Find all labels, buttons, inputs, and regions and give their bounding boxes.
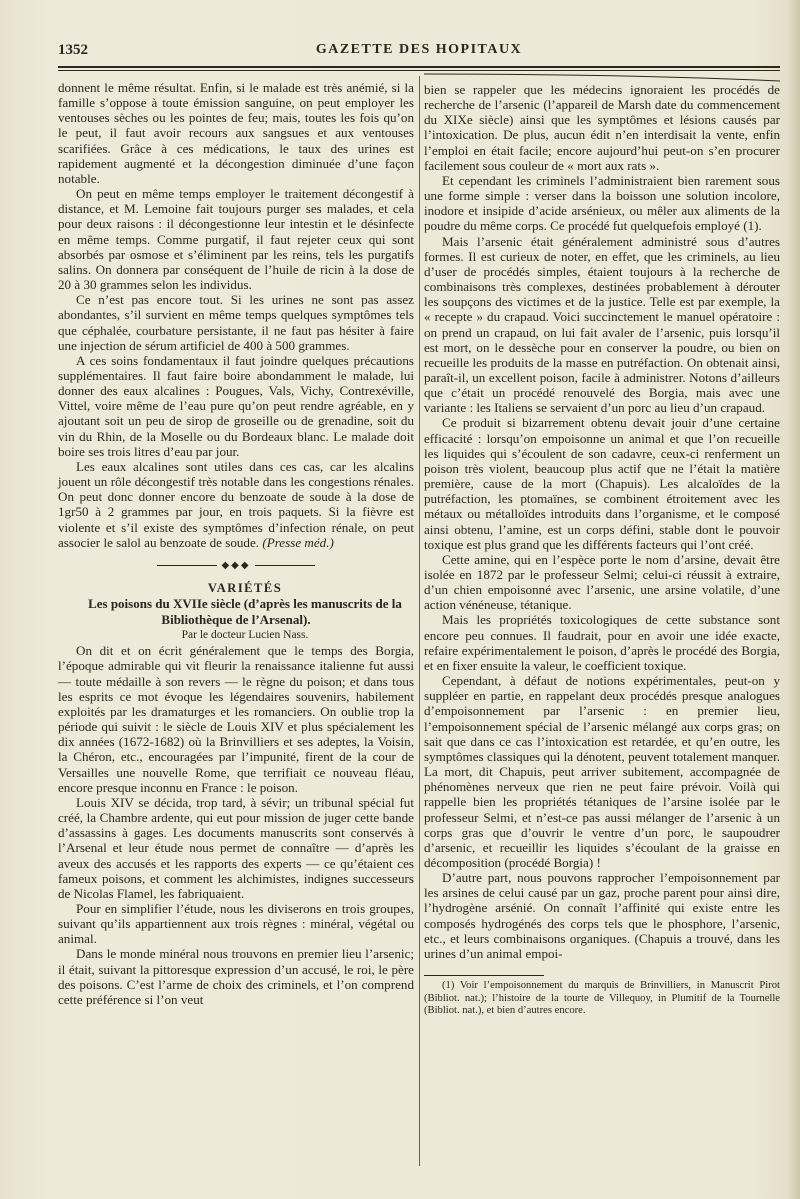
column-top-curve: [424, 72, 784, 82]
paragraph: Cette amine, qui en l’espèce porte le nom d’arsine, devait être isolée en 1872 par le professeur Selmi; celui-ci réussit à extraire, d’un chien empoisonné avec l’arsenic, une arsine volatile, d’une action vénéneuse, tétanique.: [424, 551, 780, 613]
column-divider: [419, 76, 420, 1166]
paragraph: Les eaux alcalines sont utiles dans ces cas, car les alcalins jouent un rôle décongestif très notable dans les congestions rénales. On peut donc donner encore du benzoate de soude à la dose de 1gr50 à 2 grammes par jour, en trois paquets. Si la fièvre est violente et s’il existe des symptômes d’infection rénale, on peut associer le salol au benzoate de soude.: [58, 458, 414, 550]
article-paragraph: Louis XIV se décida, trop tard, à sévir; un tribunal spécial fut créé, la Chambre ardente, qui eut pour mission de juger cette bande d’assassins à gages. Les documents manuscrits sont conservés à l’Arsenal et leur étude nous permet de connaître — d’après les aveux des accusés et les rapports des experts — ce qu’étaient ces fameux poisons, et comment les alchimistes, indignes successeurs de Nicolas Flamel, les fabriquaient.: [58, 794, 414, 901]
right-column: [424, 82, 780, 1018]
paragraph: On peut en même temps employer le traitement décongestif à distance, et M. Lemoine fait toujours purger ses malades, et cela pour deux raisons : il décongestionne leur intestin et le désinfecte en même temps. Comme purgatif, il faut rejeter ceux qui sont absorbés par osmose et s’éliminent par les reins, tels les purgatifs salins. On donnera par conséquent de l’huile de ricin à la dose de 20 à 30 grammes selon les individus.: [58, 186, 414, 293]
paragraph: Et cependant les criminels l’administraient bien rarement sous une forme simple : verser dans la boisson une solution incolore, inodore et insipide d’acide arsénieux, ou mêler aux aliments de la poudre du même corps. Ce procédé fut quelquefois employé (1).: [424, 172, 780, 234]
paragraph: donnent le même résultat. Enfin, si le malade est très anémié, si la famille s’oppose à toute émission sanguine, on peut employer les ventouses sèches ou les pointes de feu; mais, toutes les fois qu’on le peut, il faut avoir recours aux sangsues et aux ventouses scarifiées. Grâce à ces médications, le taux des urines est rapidement augmenté et la décongestion diminuée d’une façon notable.: [58, 80, 414, 186]
page-number: 1352: [58, 42, 88, 58]
paragraph: Ce produit si bizarrement obtenu devait jouir d’une certaine efficacité : lorsqu’on empoisonne un animal et que l’on recueille les liquides qui s’écoulent de son cadavre, ceux-ci renferment un poison très violent, beaucoup plus actif que ne l’était la matière première, cause de la mort (Chapuis). Les alcaloïdes de la putréfaction, les ptomaïnes, se combinent étroitement avec les métaux ou métalloïdes introduits dans l’organisme, et le composé ainsi obtenu, l’amine, est un corps défini, stable dont le pouvoir toxique est plus grand que les différents facteurs qui l’ont créé.: [424, 415, 780, 552]
paragraph: Cependant, à défaut de notions expérimentales, peut-on y suppléer en partie, en rappelant deux procédés presque analogues d’empoisonnement par l’arsenic : en premier lieu, l’empoisonnement spécial de l’arsenic mélangé aux corps gras; on sait que dans ce cas l’intoxication est retardée, et qu’en outre, les symptômes classiques qui la dénotent, peuvent totalement manquer. La mort, dit Chapuis, peut arriver subitement, accompagnée de phénomènes nerveux que rien ne peut faire prévoir. Voilà qui rappelle bien les propriétés tétaniques de l’arsine isolée par le professeur Selmi, et n’est-ce pas aussi mélanger de l’arsenic à un corps gras que d’ouvrir le ventre d’un porc, le saupoudrer d’arsenic, et recueillir les liquides s’écoulant de la graisse en décomposition (procédé Borgia) !: [424, 673, 780, 870]
header-rule: [58, 66, 780, 68]
footnote: (1) Voir l’empoisonnement du marquis de Brinvilliers, in Manuscrit Pirot (Bibliot. nat.); l’histoire de la tourte de Villequoy, in Plumitif de la Tournelle (Bibliot. nat.), et bien d’autres encore.: [424, 980, 780, 1017]
paragraph: Ce n’est pas encore tout. Si les urines ne sont pas assez abondantes, s’il survient en même temps quelques symptômes tels que céphalée, courbature persistante, il ne faut pas hésiter à faire une injection de sérum artificiel de 400 à 500 grammes.: [58, 292, 414, 353]
left-column: [58, 80, 414, 1007]
article-paragraph: On dit et on écrit généralement que le temps des Borgia, l’époque admirable qui vit fleurir la renaissance italienne fut aussi — toute médaille à son revers — le règne du poison; et dans tous les esprits ce mot évoque les légendaires souvenirs, habilement exploités par les dramaturges et les romanciers. On oublie trop la période qui suivit : le siècle de Louis XIV et plus spécialement les dix années (1672-1682) où la Brinvilliers et ses adeptes, la Voisin, la Chéron, etc., encouragées par l’impunité, firent de la cour de Versailles une nouvelle Rome, que terrifiait ce nouveau fléau, encore presque inconnu en France : le poison.: [58, 643, 414, 795]
header-rule-thin: [58, 70, 780, 71]
section-title: VARIÉTÉS: [207, 581, 283, 595]
section-ornament: ◆◆◆: [58, 558, 414, 573]
footnote-rule: [424, 975, 544, 976]
paragraph: D’autre part, nous pouvons rapprocher l’empoisonnement par les arsines de celui causé par un gaz, proche parent pour ainsi dire, l’hydrogène arsénié. On connaît l’affinité qui existe entre les composés hydrogénés des corps tels que le phosphore, l’arsenic, etc., et leurs combinaisons organiques. (Chapuis a trouvé, dans les urines d’un animal empoi-: [424, 870, 780, 961]
article-byline: Par le docteur Lucien Nass.: [181, 629, 309, 642]
source-citation: (Presse méd.): [262, 534, 334, 550]
page-edge-shadow: [786, 0, 800, 1199]
paragraph: bien se rappeler que les médecins ignoraient les procédés de recherche de l’arsenic (l’appareil de Marsh date du commencement du XIXe siècle) ainsi que les symptômes et lésions causés par l’intoxication. De plus, aucun édit n’en interdisait la vente, enfin l’emploi en était facile; encore aujourd’hui peut-on s’en procurer facilement sous couleur de « mort aux rats ».: [424, 82, 780, 173]
article-title: Les poisons du XVIIe siècle (d’après les manuscrits de la Bibliothèque de l’Arsenal).: [88, 596, 402, 628]
paragraph: Mais les propriétés toxicologiques de cette substance sont encore peu connues. Il faudrait, pour en avoir une idée exacte, refaire expérimentalement le poison, d’après le procédé des Borgia, et en fixer ensuite la valeur, le coefficient toxique.: [424, 612, 780, 673]
page-header: [58, 42, 780, 64]
article-paragraph: Dans le monde minéral nous trouvons en premier lieu l’arsenic; il était, suivant la pittoresque expression d’un accusé, le roi, le père des poisons. C’est l’arme de choix des criminels, et l’on comprend cette préférence si l’on veut: [58, 946, 414, 1007]
journal-title: GAZETTE DES HOPITAUX: [315, 42, 523, 57]
paragraph: Mais l’arsenic était généralement administré sous d’autres formes. Il est curieux de noter, en effet, que les criminels, au lieu d’user de procédés simples, étaient toujours à la recherche de combinaisons très complexes, destinées probablement à dérouter les soupçons des victimes et de la justice. Telle est par exemple, la « recepte » du crapaud. Voici succinctement le manuel opératoire : on prend un crapaud, on lui fait avaler de l’arsenic, puis lorsqu’il est mort, on le dessèche pour en conserver la poudre, ou bien on recueille les produits de la masse en putréfaction. On obtenait ainsi, paraît-il, un excellent poison, facile à administrer. Notons d’ailleurs que c’était un procédé renouvelé des Borgia, mais avec une variante : les Italiens se servaient d’un porc au lieu d’un crapaud.: [424, 233, 780, 416]
paragraph: A ces soins fondamentaux il faut joindre quelques précautions supplémentaires. Il faut faire boire abondamment le malade, lui donner des eaux alcalines : Pougues, Vals, Vichy, Contrexéville, Vittel, voire même de l’eau pure qu’on peut rendre agréable, en y ajoutant soit un peu de sirop de groseille ou de grenadine, soit du vin du Rhin, de la Moselle ou du Bordeaux blanc. Le malade doit boire ses trois litres d’eau par jour.: [58, 352, 414, 459]
paragraph-with-citation: [58, 459, 414, 550]
article-paragraph: Pour en simplifier l’étude, nous les diviserons en trois groupes, suivant qu’ils appartiennent aux trois règnes : minéral, végétal ou animal.: [58, 900, 414, 947]
